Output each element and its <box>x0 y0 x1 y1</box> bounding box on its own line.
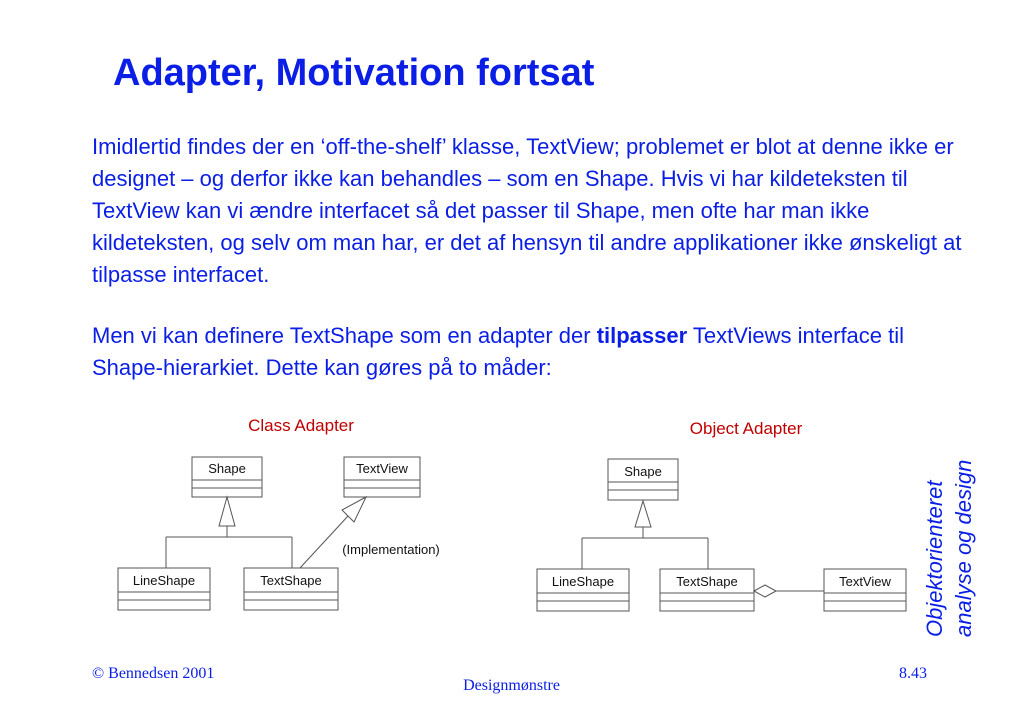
footer-copyright: © Bennedsen 2001 <box>92 665 215 682</box>
class-adapter-lineshape-label: LineShape <box>132 573 196 588</box>
object-adapter-textshape-label: TextShape <box>676 574 738 589</box>
class-adapter-textview-label: TextView <box>356 461 408 476</box>
object-adapter-aggregation <box>754 585 824 597</box>
paragraph-1: Imidlertid findes der en ‘off-the-shelf’ klasse, TextView; problemet er blot at denne ikke er designet – og derfor ikke kan behandles – som en Shape. Hvis vi har kildeteksten til TextView kan vi ændre interfacet så det passer til Shape, men ofte har man ikke kildeteksten, og selv om man har, er det af hensyn til andre applikationer ikke ønskeligt at tilpasse interfacet. <box>92 134 962 287</box>
slide-title: Adapter, Motivation fortsat <box>113 52 595 94</box>
class-adapter-caption: Class Adapter <box>248 416 354 435</box>
footer-page-number: 8.43 <box>899 665 927 682</box>
object-adapter-caption: Object Adapter <box>689 419 803 438</box>
paragraph-2-bold: tilpasser <box>596 323 688 348</box>
footer-topic: Designmønstre <box>463 677 560 694</box>
paragraph-2-text-b: TextViews interface til Shape-hierarkiet. Dette kan gøres på to måder: <box>92 323 905 380</box>
class-adapter-implementation-label: (Implementation) <box>342 542 440 557</box>
class-adapter-textshape-label: TextShape <box>260 573 322 588</box>
class-adapter-implementation-link <box>300 497 366 568</box>
paragraph-2-text-a: Men vi kan definere TextShape som en adapter der <box>92 323 597 348</box>
class-adapter-shape-label: Shape <box>208 461 246 476</box>
side-text-line-2: analyse og design <box>951 459 976 637</box>
object-adapter-shape-label: Shape <box>624 464 662 479</box>
object-adapter-textview-label: TextView <box>839 574 891 589</box>
side-course-label <box>913 430 983 640</box>
side-text-line-1: Objektorienteret <box>922 480 947 637</box>
object-adapter-inheritance <box>582 501 708 569</box>
class-adapter-inheritance <box>166 497 292 568</box>
object-adapter-lineshape-label: LineShape <box>551 574 615 589</box>
